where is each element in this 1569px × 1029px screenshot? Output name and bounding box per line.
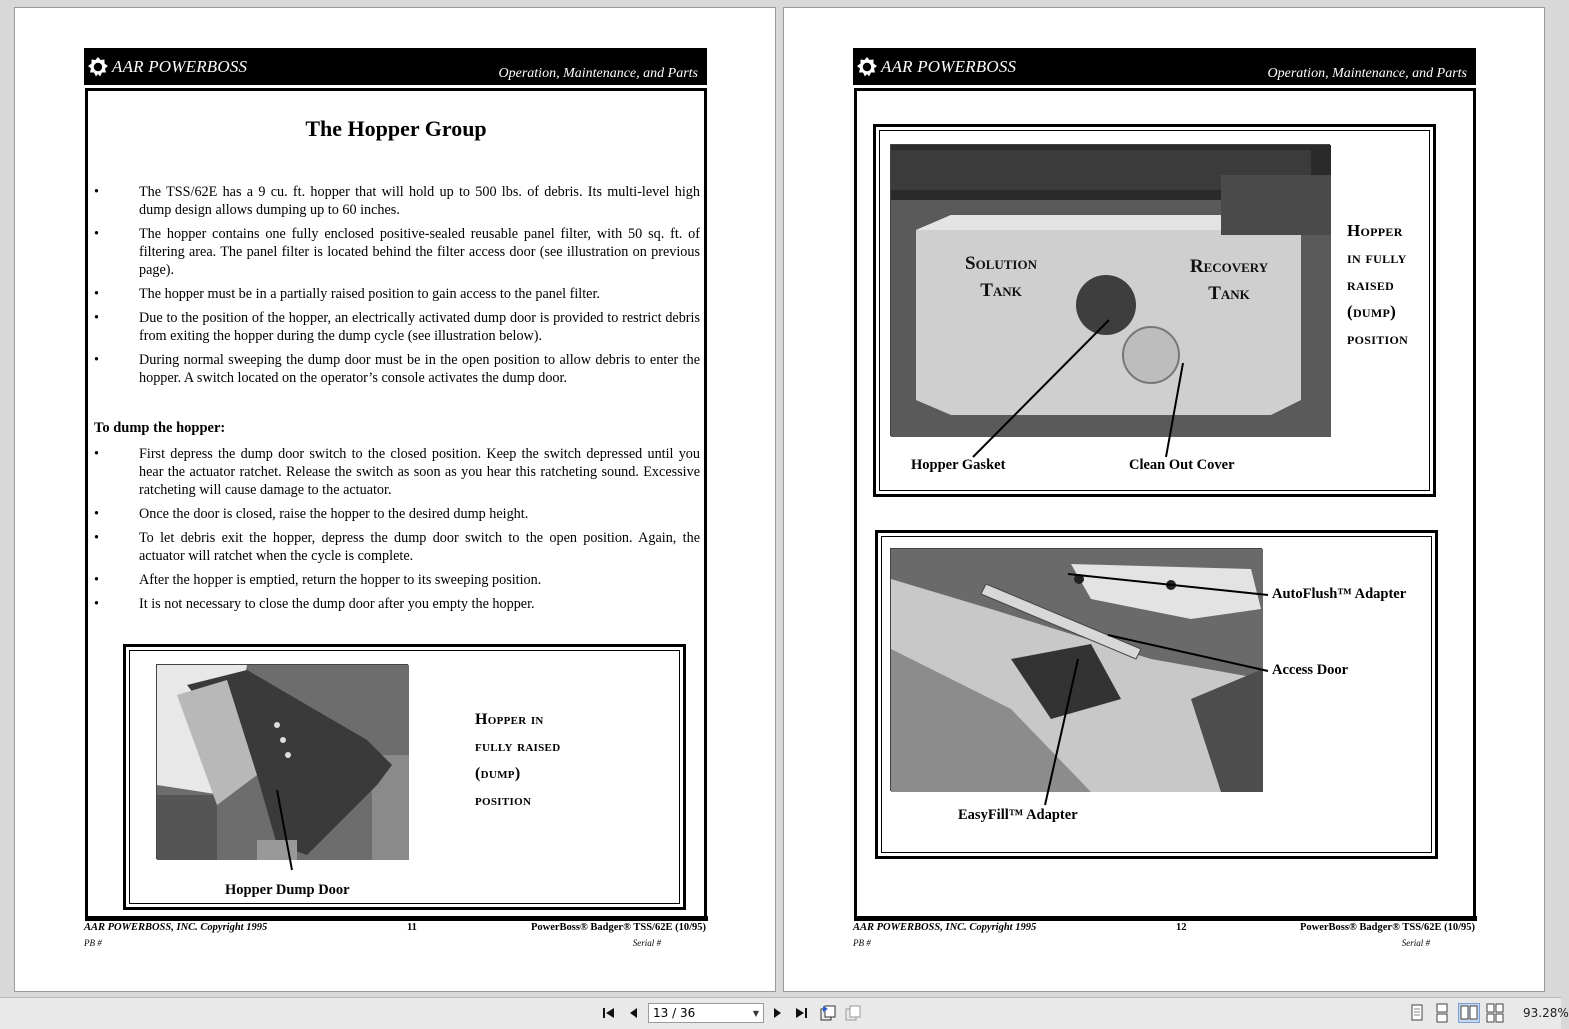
hopper-dump-door-label: Hopper Dump Door: [225, 882, 350, 898]
list-item: • The TSS/62E has a 9 cu. ft. hopper that will hold up to 500 lbs. of debris. Its multi-level high dump design allows dumping up to 60 inches.: [94, 183, 700, 219]
list-item: • Due to the position of the hopper, an electrically activated dump door is provided to restrict debris from exiting the hopper during the dump cycle (see illustration below).: [94, 309, 700, 345]
previous-page-icon: [626, 1005, 642, 1021]
footer-pb: PB #: [84, 938, 102, 948]
viewer-toolbar: [0, 997, 1569, 1029]
last-page-icon: [793, 1005, 809, 1021]
go-back-button[interactable]: [818, 1003, 838, 1023]
next-page-button[interactable]: [767, 1003, 787, 1023]
single-page-icon: [1410, 1004, 1424, 1022]
list-item: • Once the door is closed, raise the hopper to the desired dump height.: [94, 505, 700, 523]
tanks-photo: [890, 144, 1330, 436]
chevron-down-icon: ▼: [752, 1008, 759, 1018]
footer-model: PowerBoss® Badger® TSS/62E (10/95): [530, 922, 706, 933]
brand-name: AAR POWERBOSS: [881, 57, 1017, 76]
adapters-figure: [875, 530, 1438, 859]
recovery-tank-label: Recovery Tank: [1189, 256, 1269, 304]
list-item: • After the hopper is emptied, return the hopper to its sweeping position.: [94, 571, 700, 589]
previous-page-button[interactable]: [624, 1003, 644, 1023]
easyfill-adapter-label: EasyFill™ Adapter: [958, 807, 1078, 823]
facing-pages-icon: [1460, 1005, 1478, 1021]
page-header: [853, 48, 1476, 85]
page-number-select[interactable]: [648, 1003, 764, 1023]
document-page-11: [14, 7, 776, 992]
go-forward-button[interactable]: [843, 1003, 863, 1023]
forward-view-icon: [844, 1004, 862, 1022]
continuous-facing-icon: [1486, 1004, 1504, 1022]
brand-logo: [88, 57, 247, 77]
hopper-gasket-label: Hopper Gasket: [911, 457, 1006, 473]
tanks-figure: [873, 124, 1436, 497]
list-item: • It is not necessary to close the dump door after you empty the hopper.: [94, 595, 700, 613]
clean-out-cover-label: Clean Out Cover: [1129, 457, 1235, 473]
list-item: • First depress the dump door switch to the closed position. Keep the switch depressed until you hear the actuator ratchet. Release the switch as soon as you hear this ratcheting sound. Excessive ratcheting will cause damage to the actuator.: [94, 445, 700, 499]
continuous-page-icon: [1435, 1004, 1449, 1022]
autoflush-adapter-label: AutoFlush™ Adapter: [1272, 586, 1407, 602]
footer-copyright: AAR POWERBOSS, INC. Copyright 1995: [853, 922, 1037, 933]
facing-view-button[interactable]: [1458, 1003, 1480, 1023]
continuous-view-button[interactable]: [1432, 1003, 1452, 1023]
footer-rule: [854, 916, 1477, 921]
first-page-button[interactable]: [599, 1003, 619, 1023]
content-frame: [85, 88, 707, 921]
header-subtitle: Operation, Maintenance, and Parts: [1267, 66, 1467, 81]
page-header: [84, 48, 707, 85]
dump-steps-list: [94, 445, 700, 619]
footer-rule: [85, 916, 708, 921]
first-page-icon: [601, 1005, 617, 1021]
figure-caption: Hopper in fully raised (dump) position: [475, 711, 561, 809]
zoom-level[interactable]: 93.28%: [1523, 1006, 1569, 1020]
next-page-icon: [769, 1005, 785, 1021]
continuous-facing-view-button[interactable]: [1485, 1003, 1505, 1023]
page-title: The Hopper Group: [305, 116, 487, 141]
list-item: • The hopper must be in a partially raised position to gain access to the panel filter.: [94, 285, 700, 303]
brand-name: AAR POWERBOSS: [112, 57, 248, 76]
header-subtitle: Operation, Maintenance, and Parts: [498, 66, 698, 81]
list-item: • To let debris exit the hopper, depress the dump door switch to the open position. Again, the actuator will ratchet when the cycle is complete.: [94, 529, 700, 565]
brand-logo: [857, 57, 1016, 77]
list-item: • The hopper contains one fully enclosed positive-sealed reusable panel filter, with 50 sq. ft. of filtering area. The panel filter is located behind the filter access door (see illustration on previous page).: [94, 225, 700, 279]
hopper-facts-list: [94, 183, 700, 393]
hopper-dump-figure: [123, 644, 686, 910]
page-indicator: 13 / 36: [653, 1006, 696, 1020]
footer-copyright: AAR POWERBOSS, INC. Copyright 1995: [84, 922, 268, 933]
footer-serial: Serial #: [1401, 938, 1430, 948]
dump-procedure-heading: To dump the hopper:: [94, 420, 226, 436]
figure-caption: Hopper in fully raised (dump) position: [1347, 221, 1409, 348]
content-frame: [854, 88, 1476, 921]
last-page-button[interactable]: [791, 1003, 811, 1023]
back-view-icon: [819, 1004, 837, 1022]
hopper-dump-photo: [156, 664, 408, 859]
footer-model: PowerBoss® Badger® TSS/62E (10/95): [1299, 922, 1475, 933]
single-page-view-button[interactable]: [1407, 1003, 1427, 1023]
solution-tank-label: Solution Tank: [965, 253, 1037, 301]
footer-page-number: 11: [407, 922, 417, 933]
document-page-12: [783, 7, 1545, 992]
footer-pb: PB #: [853, 938, 871, 948]
footer-page-number: 12: [1176, 922, 1187, 933]
list-item: • During normal sweeping the dump door must be in the open position to allow debris to enter the hopper. A switch located on the operator’s console activates the dump door.: [94, 351, 700, 387]
gear-logo-icon: [88, 57, 108, 77]
footer-serial: Serial #: [632, 938, 661, 948]
access-door-label: Access Door: [1272, 662, 1349, 678]
gear-logo-icon: [857, 57, 877, 77]
